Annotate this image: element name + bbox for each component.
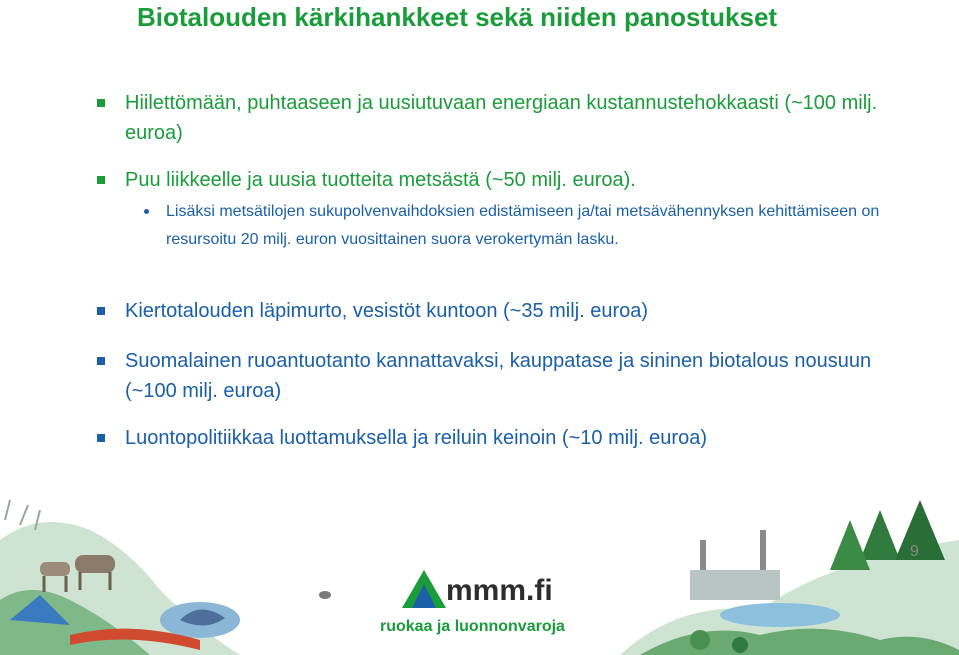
square-bullet-icon	[97, 176, 105, 184]
logo-tagline: ruokaa ja luonnonvaroja	[380, 618, 565, 635]
bullet-text: Luontopolitiikkaa luottamuksella ja reiluin keinoin (~10 milj. euroa)	[125, 427, 707, 449]
bullet-text: Hiilettömään, puhtaaseen ja uusiutuvaan energiaan kustannustehokkaasti (~100 milj. euroa)	[125, 92, 878, 144]
bullet-energy	[125, 89, 905, 149]
square-bullet-icon	[97, 434, 105, 442]
page-number: 9	[910, 543, 919, 560]
bullet-nature	[125, 424, 905, 454]
bullet-circular	[125, 297, 905, 327]
bullet-text: Suomalainen ruoantuotanto kannattavaksi, kauppatase ja sininen biotalous nousuun (~100 milj. euroa)	[125, 350, 872, 402]
sub-bullet-tax	[166, 198, 886, 254]
round-bullet-icon	[144, 209, 149, 214]
square-bullet-icon	[97, 99, 105, 107]
square-bullet-icon	[97, 357, 105, 365]
mmm-logo-icon	[402, 570, 446, 608]
bullet-food	[125, 347, 905, 407]
sub-bullet-text: Lisäksi metsätilojen sukupolvenvaihdoksien edistämiseen ja/tai metsävähennyksen kehittämiseen on resursoitu 20 milj. euron vuosittainen suora verokertymän lasku.	[166, 203, 880, 248]
logo-name: mmm.fi	[446, 574, 553, 607]
bullet-forest	[125, 166, 905, 196]
square-bullet-icon	[97, 307, 105, 315]
bullet-text: Kiertotalouden läpimurto, vesistöt kuntoon (~35 milj. euroa)	[125, 300, 649, 322]
slide-title: Biotalouden kärkihankkeet sekä niiden panostukset	[137, 2, 778, 32]
bullet-text: Puu liikkeelle ja uusia tuotteita metsästä (~50 milj. euroa).	[125, 169, 636, 191]
